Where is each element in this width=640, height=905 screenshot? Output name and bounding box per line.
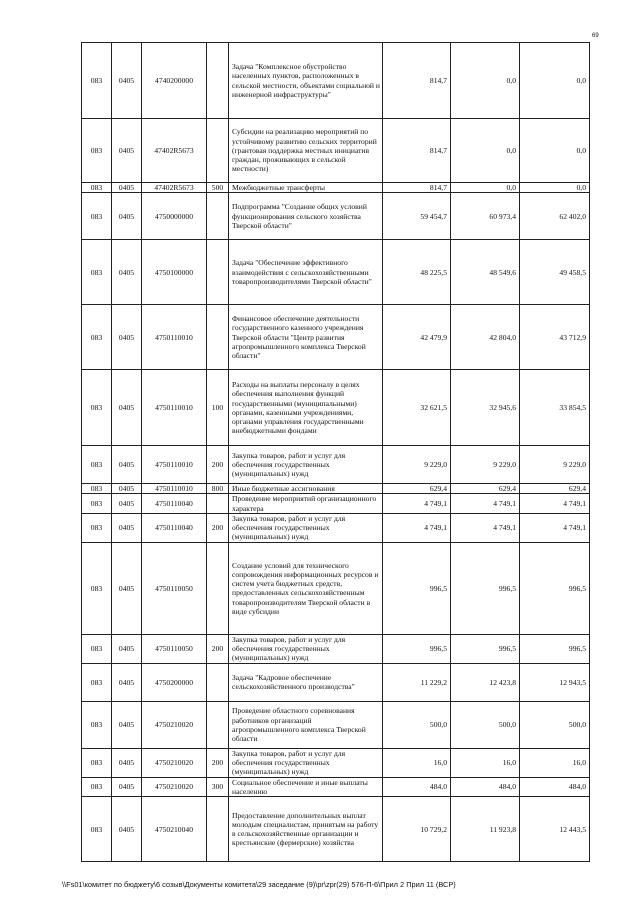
cell-admin: 083 — [82, 777, 112, 796]
table-row — [82, 43, 590, 119]
cell-type: 200 — [207, 748, 229, 777]
cell-value_1: 996,5 — [383, 634, 451, 663]
table-row — [82, 119, 590, 183]
table-row — [82, 634, 590, 663]
cell-description: Межбюджетные трансферты — [229, 183, 383, 193]
cell-description: Закупка товаров, работ и услуг для обеспечения государственных (муниципальных) нужд — [229, 748, 383, 777]
cell-target: 4750110040 — [142, 513, 207, 542]
table-row — [82, 193, 590, 240]
cell-type: 200 — [207, 446, 229, 484]
page-number: 69 — [592, 33, 599, 39]
cell-type — [207, 193, 229, 240]
table-row — [82, 777, 590, 796]
cell-description: Закупка товаров, работ и услуг для обеспечения государственных (муниципальных) нужд — [229, 513, 383, 542]
cell-value_1: 10 729,2 — [383, 797, 451, 862]
cell-description: Проведение областного соревнования работников организаций агропромышленного комплекса Тверской области — [229, 701, 383, 748]
table-body — [82, 43, 590, 862]
cell-admin: 083 — [82, 305, 112, 370]
cell-description: Подпрограмма "Создание общих условий функционирования сельского хозяйства Тверской области" — [229, 193, 383, 240]
cell-description: Проведение мероприятий организационного характера — [229, 494, 383, 513]
cell-type — [207, 305, 229, 370]
table-row — [82, 484, 590, 494]
cell-target: 4750110010 — [142, 446, 207, 484]
cell-description: Предоставление дополнительных выплат молодым специалистам, принятым на работу в сельскохозяйственные организации и крестьянские (фермерские) хозяйства — [229, 797, 383, 862]
cell-type — [207, 663, 229, 701]
cell-value_1: 814,7 — [383, 119, 451, 183]
cell-admin: 083 — [82, 43, 112, 119]
cell-value_1: 996,5 — [383, 542, 451, 634]
cell-target: 47402R5673 — [142, 183, 207, 193]
cell-value_3: 0,0 — [520, 43, 590, 119]
cell-section: 0405 — [112, 494, 142, 513]
cell-type — [207, 797, 229, 862]
budget-table — [81, 42, 590, 862]
cell-value_1: 11 229,2 — [383, 663, 451, 701]
cell-target: 4750110010 — [142, 484, 207, 494]
table-row — [82, 305, 590, 370]
cell-section: 0405 — [112, 446, 142, 484]
footer-file-path: \\Fs01\комитет по бюджету\6 созыв\Документы комитета\29 заседание (9)\pr\zpr(29) 576-П-6\Прил 2 Прил 11 (ВСР) — [62, 880, 456, 889]
cell-admin: 083 — [82, 119, 112, 183]
cell-value_2: 12 423,8 — [451, 663, 520, 701]
cell-section: 0405 — [112, 240, 142, 305]
cell-target: 4750110010 — [142, 370, 207, 446]
cell-admin: 083 — [82, 446, 112, 484]
table-row — [82, 542, 590, 634]
cell-value_2: 629,4 — [451, 484, 520, 494]
cell-type — [207, 542, 229, 634]
cell-value_2: 484,0 — [451, 777, 520, 796]
cell-value_1: 500,0 — [383, 701, 451, 748]
table-row — [82, 183, 590, 193]
cell-value_2: 4 749,1 — [451, 494, 520, 513]
cell-value_1: 48 225,5 — [383, 240, 451, 305]
cell-value_1: 59 454,7 — [383, 193, 451, 240]
cell-value_2: 0,0 — [451, 43, 520, 119]
cell-value_3: 0,0 — [520, 119, 590, 183]
cell-admin: 083 — [82, 494, 112, 513]
cell-value_3: 12 943,5 — [520, 663, 590, 701]
cell-admin: 083 — [82, 183, 112, 193]
cell-admin: 083 — [82, 240, 112, 305]
cell-target: 4750210020 — [142, 701, 207, 748]
cell-description: Социальное обеспечение и иные выплаты населению — [229, 777, 383, 796]
cell-value_1: 814,7 — [383, 183, 451, 193]
table-row — [82, 701, 590, 748]
cell-section: 0405 — [112, 305, 142, 370]
cell-target: 4750100000 — [142, 240, 207, 305]
cell-target: 4750200000 — [142, 663, 207, 701]
cell-description: Финансовое обеспечение деятельности государственного казенного учреждения Тверской области "Центр развития агропромышленного комплекса Тверской области" — [229, 305, 383, 370]
cell-section: 0405 — [112, 701, 142, 748]
cell-value_2: 48 549,6 — [451, 240, 520, 305]
cell-value_1: 9 229,0 — [383, 446, 451, 484]
cell-value_3: 43 712,9 — [520, 305, 590, 370]
cell-section: 0405 — [112, 43, 142, 119]
cell-section: 0405 — [112, 748, 142, 777]
cell-admin: 083 — [82, 513, 112, 542]
cell-value_2: 0,0 — [451, 119, 520, 183]
cell-section: 0405 — [112, 663, 142, 701]
cell-admin: 083 — [82, 701, 112, 748]
table-row — [82, 513, 590, 542]
cell-section: 0405 — [112, 797, 142, 862]
cell-value_2: 32 945,6 — [451, 370, 520, 446]
cell-section: 0405 — [112, 484, 142, 494]
cell-target: 4750000000 — [142, 193, 207, 240]
cell-value_1: 629,4 — [383, 484, 451, 494]
cell-value_1: 4 749,1 — [383, 513, 451, 542]
cell-value_3: 16,0 — [520, 748, 590, 777]
cell-value_2: 4 749,1 — [451, 513, 520, 542]
cell-admin: 083 — [82, 542, 112, 634]
cell-value_1: 16,0 — [383, 748, 451, 777]
cell-type — [207, 240, 229, 305]
cell-type: 200 — [207, 513, 229, 542]
cell-type — [207, 43, 229, 119]
cell-value_3: 500,0 — [520, 701, 590, 748]
cell-type: 500 — [207, 183, 229, 193]
cell-type — [207, 119, 229, 183]
cell-description: Субсидии на реализацию мероприятий по устойчивому развитию сельских территорий (грантовая поддержка местных инициатив граждан, проживающих в сельской местности) — [229, 119, 383, 183]
cell-admin: 083 — [82, 634, 112, 663]
cell-value_2: 0,0 — [451, 183, 520, 193]
cell-value_2: 42 804,0 — [451, 305, 520, 370]
cell-value_1: 4 749,1 — [383, 494, 451, 513]
cell-description: Создание условий для технического сопровождения информационных ресурсов и систем учета бюджетных средств, предоставленных сельскохозяйственным товаропроизводителям Тверской области в виде субсидии — [229, 542, 383, 634]
cell-target: 4750210020 — [142, 748, 207, 777]
cell-admin: 083 — [82, 193, 112, 240]
cell-section: 0405 — [112, 513, 142, 542]
cell-type: 200 — [207, 634, 229, 663]
cell-value_2: 60 973,4 — [451, 193, 520, 240]
cell-type — [207, 701, 229, 748]
cell-target: 4750110050 — [142, 542, 207, 634]
table-row — [82, 240, 590, 305]
cell-value_3: 12 443,5 — [520, 797, 590, 862]
cell-value_3: 484,0 — [520, 777, 590, 796]
cell-target: 4750210040 — [142, 797, 207, 862]
cell-target: 47402R5673 — [142, 119, 207, 183]
cell-section: 0405 — [112, 370, 142, 446]
table-row — [82, 663, 590, 701]
cell-target: 4740200000 — [142, 43, 207, 119]
cell-value_3: 9 229,0 — [520, 446, 590, 484]
cell-value_2: 996,5 — [451, 634, 520, 663]
cell-value_1: 484,0 — [383, 777, 451, 796]
cell-description: Расходы на выплаты персоналу в целях обеспечения выполнения функций государственными (муниципальными) органами, казенными учреждениями, органами управления государственными внебюджетными фондами — [229, 370, 383, 446]
table-row — [82, 748, 590, 777]
table-row — [82, 446, 590, 484]
table-row — [82, 797, 590, 862]
cell-type: 100 — [207, 370, 229, 446]
cell-value_1: 42 479,9 — [383, 305, 451, 370]
cell-value_3: 33 854,5 — [520, 370, 590, 446]
cell-section: 0405 — [112, 777, 142, 796]
cell-value_3: 49 458,5 — [520, 240, 590, 305]
cell-admin: 083 — [82, 797, 112, 862]
cell-section: 0405 — [112, 634, 142, 663]
cell-value_3: 996,5 — [520, 542, 590, 634]
cell-description: Закупка товаров, работ и услуг для обеспечения государственных (муниципальных) нужд — [229, 634, 383, 663]
cell-value_3: 62 402,0 — [520, 193, 590, 240]
cell-type — [207, 494, 229, 513]
cell-description: Задача "Обеспечение эффективного взаимодействия с сельскохозяйственными товаропроизводителями Тверской области" — [229, 240, 383, 305]
cell-value_1: 814,7 — [383, 43, 451, 119]
cell-target: 4750110050 — [142, 634, 207, 663]
cell-target: 4750110040 — [142, 494, 207, 513]
cell-target: 4750210020 — [142, 777, 207, 796]
cell-section: 0405 — [112, 119, 142, 183]
cell-description: Иные бюджетные ассигнования — [229, 484, 383, 494]
cell-type: 800 — [207, 484, 229, 494]
cell-value_2: 9 229,0 — [451, 446, 520, 484]
cell-value_2: 11 923,8 — [451, 797, 520, 862]
cell-value_2: 500,0 — [451, 701, 520, 748]
cell-type: 300 — [207, 777, 229, 796]
cell-admin: 083 — [82, 663, 112, 701]
cell-section: 0405 — [112, 193, 142, 240]
cell-description: Задача "Кадровое обеспечение сельскохозяйственного производства" — [229, 663, 383, 701]
cell-section: 0405 — [112, 183, 142, 193]
cell-value_3: 996,5 — [520, 634, 590, 663]
cell-section: 0405 — [112, 542, 142, 634]
cell-description: Задача "Комплексное обустройство населенных пунктов, расположенных в сельской местности, объектами социальной и инженерной инфраструктуры" — [229, 43, 383, 119]
cell-admin: 083 — [82, 748, 112, 777]
table-row — [82, 494, 590, 513]
cell-admin: 083 — [82, 484, 112, 494]
cell-admin: 083 — [82, 370, 112, 446]
table-row — [82, 370, 590, 446]
cell-value_1: 32 621,5 — [383, 370, 451, 446]
cell-value_3: 4 749,1 — [520, 513, 590, 542]
cell-value_3: 0,0 — [520, 183, 590, 193]
cell-value_3: 4 749,1 — [520, 494, 590, 513]
cell-value_3: 629,4 — [520, 484, 590, 494]
cell-value_2: 16,0 — [451, 748, 520, 777]
cell-description: Закупка товаров, работ и услуг для обеспечения государственных (муниципальных) нужд — [229, 446, 383, 484]
cell-value_2: 996,5 — [451, 542, 520, 634]
cell-target: 4750110010 — [142, 305, 207, 370]
